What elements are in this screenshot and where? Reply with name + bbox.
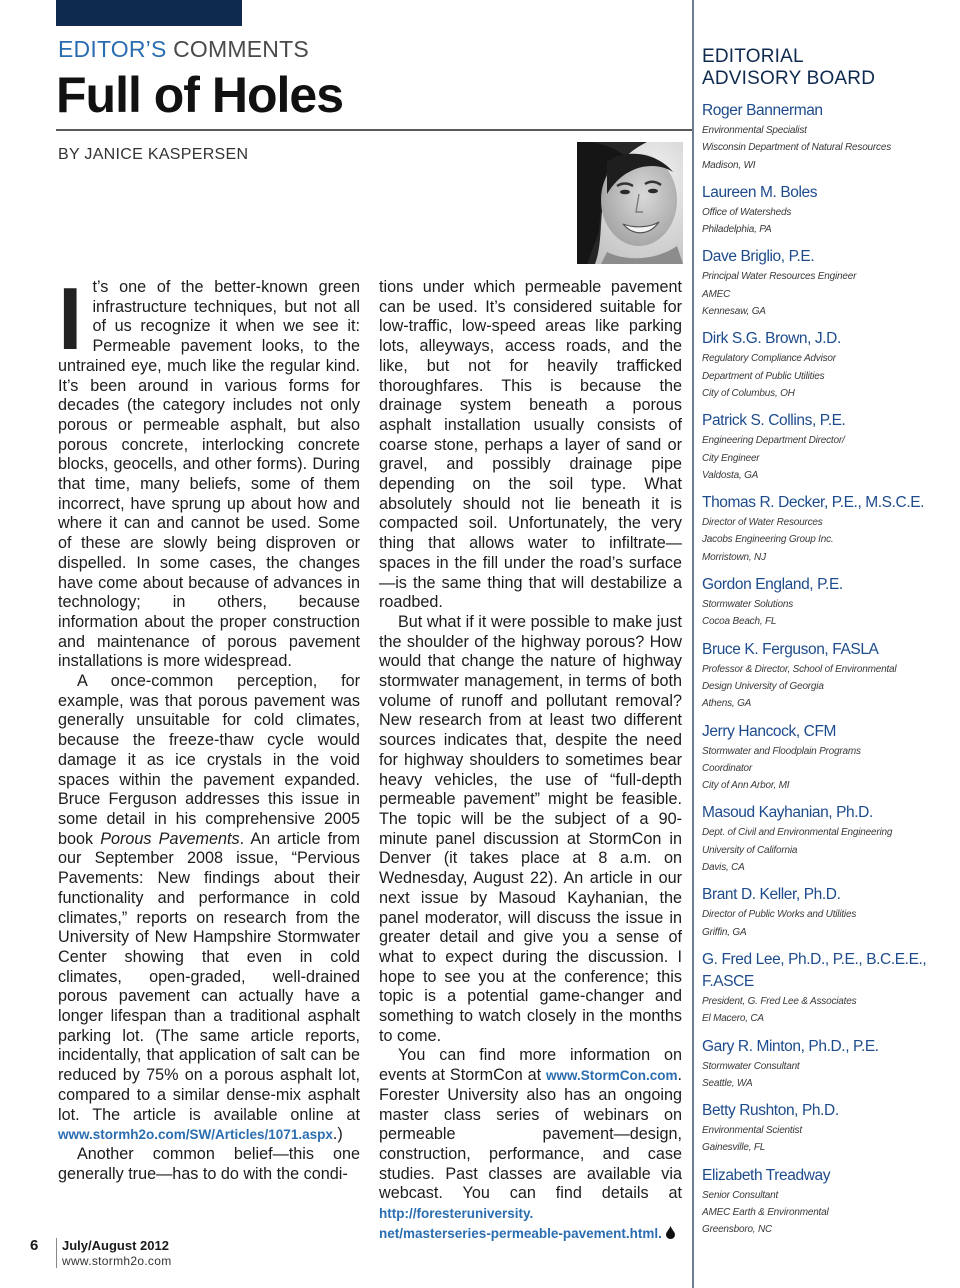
member-detail: Davis, CA bbox=[702, 862, 745, 874]
top-color-bar bbox=[56, 0, 242, 26]
paragraph-2-text-b: . An article from our September 2008 issue, “Pervious Pavements: New findings about their functionality and performance in cold climates,” reports on research from the University of New Hampshire Stormwater Center showing that even in cold climates, open-graded, well-drained porous pavement can actually have a longer lifespan than a traditional asphalt parking lot. (The same article reports, incidentally, that application of salt can be reduced by 75% on a porous asphalt lot, compared to a similar dense-mix asphalt lot. The article is available online at bbox=[58, 829, 360, 1124]
paragraph-2 bbox=[58, 672, 360, 1145]
member-detail: Design University of Georgia bbox=[702, 680, 824, 692]
advisory-board-heading bbox=[702, 46, 875, 90]
member-detail: Environmental Specialist bbox=[702, 125, 807, 136]
stormcon-link[interactable]: www.StormCon.com bbox=[545, 1068, 678, 1084]
drop-cap: I bbox=[58, 269, 83, 368]
member-detail: Director of Water Resources bbox=[702, 517, 823, 529]
member-detail: Jacobs Engineering Group Inc. bbox=[702, 534, 834, 546]
member-detail: City of Columbus, OH bbox=[702, 387, 795, 399]
member-detail: Madison, WI bbox=[702, 159, 756, 171]
paragraph-6-text-b: . Forester University also has an ongoing master class series of webinars on permeable pavement—design, construction, performance, and case studies. Past classes are available via webcast. You can find details at bbox=[379, 1066, 682, 1203]
board-member bbox=[702, 410, 952, 484]
board-member bbox=[702, 721, 952, 795]
member-detail: Senior Consultant bbox=[702, 1189, 779, 1201]
member-detail: President, G. Fred Lee & Associates bbox=[702, 995, 857, 1007]
forester-link-part-2-text[interactable]: net/masterseries-permeable-pavement.html bbox=[379, 1225, 659, 1241]
heading-line-2: ADVISORY BOARD bbox=[702, 68, 876, 89]
sidebar-divider bbox=[692, 0, 694, 1288]
link-period: . bbox=[658, 1225, 662, 1241]
board-member bbox=[702, 639, 952, 713]
byline: BY JANICE KASPERSEN bbox=[58, 146, 249, 163]
board-member bbox=[702, 100, 952, 174]
member-detail: City Engineer bbox=[702, 452, 760, 464]
member-detail: Valdosta, GA bbox=[702, 469, 759, 481]
board-member bbox=[702, 884, 952, 941]
board-member bbox=[702, 1100, 952, 1157]
member-name: Laureen M. Boles bbox=[702, 183, 818, 201]
member-detail: Environmental Scientist bbox=[702, 1125, 802, 1137]
member-detail: Regulatory Compliance Advisor bbox=[702, 353, 836, 365]
member-detail: Office of Watersheds bbox=[702, 206, 792, 218]
member-detail: Stormwater Solutions bbox=[702, 599, 794, 611]
member-detail: Department of Public Utilities bbox=[702, 370, 825, 382]
board-member bbox=[702, 328, 952, 402]
member-detail: AMEC bbox=[702, 288, 731, 300]
member-detail: Wisconsin Department of Natural Resources bbox=[702, 142, 892, 154]
member-detail: AMEC Earth & Environmental bbox=[702, 1206, 829, 1218]
member-detail: Kennesaw, GA bbox=[702, 306, 766, 318]
member-name: Brant D. Keller, Ph.D. bbox=[702, 886, 841, 904]
member-name: Bruce K. Ferguson, FASLA bbox=[702, 640, 879, 658]
paragraph-5: But what if it were possible to make just the shoulder of the highway porous? How would that change the nature of highway stormwater management, in terms of both volume of runoff and pollutant removal? New research from at least two different sources indicates that, despite the need for highway shoulders to sometimes bear heavy vehicles, the use of “full-depth permeable pavement” might be feasible. The topic will be the subject of a 90-minute panel discussion at StormCon in Denver (it takes place at 8 a.m. on Wednesday, August 22). An article in our next issue by Masoud Kayhanian, the panel moderator, will discuss the issue in greater detail and give you a sense of what to expect during the discussion. I hope to see you at the conference; this topic is a potential game-changer and something to watch closely in the months to come. bbox=[379, 612, 682, 1045]
forester-link-part-1[interactable]: http://foresteruniversity. bbox=[379, 1206, 534, 1222]
member-detail: Griffin, GA bbox=[702, 926, 747, 938]
member-name: Gary R. Minton, Ph.D., P.E. bbox=[702, 1037, 879, 1055]
website: www.stormh2o.com bbox=[62, 1254, 172, 1268]
member-name: Jerry Hancock, CFM bbox=[702, 722, 837, 740]
paragraph-6-text-a: You can find more information on events at StormCon at bbox=[379, 1046, 682, 1085]
paragraph-3: Another common belief—this one generally true—has to do with the condi- bbox=[58, 1144, 360, 1183]
member-name: Betty Rushton, Ph.D. bbox=[702, 1102, 839, 1120]
board-member bbox=[702, 246, 952, 320]
board-member bbox=[702, 182, 952, 239]
member-detail: University of California bbox=[702, 844, 798, 856]
advisory-board-list bbox=[702, 100, 952, 1247]
header-rule bbox=[56, 129, 692, 131]
page-number: 6 bbox=[30, 1237, 39, 1254]
heading-line-1: EDITORIAL bbox=[702, 46, 804, 67]
member-detail: Gainesville, FL bbox=[702, 1142, 766, 1154]
paragraph-4: tions under which permeable pavement can be used. It’s considered suitable for low-traffic, low-speed areas like parking lots, alleyways, access roads, and the like, but not for heavily trafficked thoroughfares. This is because the drainage system beneath a porous asphalt installation usually consists of coarse stone, perhaps a layer of sand or gravel, and possibly drainage pipe depending on the soil type. What absolutely should not lie beneath it is compacted soil. Unfortunately, the very thing that allows water to infiltrate—spaces in the fill under the road’s surface—is the same thing that will destabilize a roadbed. bbox=[379, 278, 682, 612]
member-detail: Greensboro, NC bbox=[702, 1224, 773, 1236]
article-link[interactable]: www.stormh2o.com/SW/Articles/1071.aspx bbox=[58, 1127, 333, 1143]
water-drop-icon bbox=[666, 1225, 675, 1245]
member-name: Patrick S. Collins, P.E. bbox=[702, 412, 846, 430]
paragraph-1 bbox=[58, 269, 360, 672]
member-name: Dirk S.G. Brown, J.D. bbox=[702, 330, 841, 348]
member-detail: Professor & Director, School of Environmental bbox=[702, 663, 897, 675]
member-detail: Philadelphia, PA bbox=[702, 224, 772, 236]
paragraph-2-text-a: A once-common perception, for example, was that porous pavement was generally unsuitable for cold climates, because the freeze-thaw cycle would damage it as ice crystals in the void spaces within the pavement expanded. Bruce Ferguson addresses this issue in some detail in his comprehensive 2005 book bbox=[58, 672, 360, 848]
member-name: Masoud Kayhanian, Ph.D. bbox=[702, 804, 873, 822]
member-detail: Stormwater Consultant bbox=[702, 1060, 800, 1072]
member-detail: City of Ann Arbor, MI bbox=[702, 780, 790, 792]
kicker-accent: EDITOR’S bbox=[58, 36, 167, 62]
forester-link-part-2[interactable] bbox=[379, 1224, 682, 1245]
member-detail: Coordinator bbox=[702, 762, 753, 774]
paragraph-1-text: t’s one of the better-known green infrastructure techniques, but not all of us recognize it when we see it: Permeable pavement looks, to the untrained eye, much like the regular kind. It’s been around in various forms for decades (the category includes not only porous or permeable asphalt, but also porous concrete, interlocking concrete blocks, geocells, and other forms). During that time, many beliefs, some of them incorrect, have sprung up about how and where it can and cannot be used. Some of these are slowly being disproven or dispelled. In some cases, the changes have come about because of advances in technology; in others, because information about the proper construction and maintenance of porous pavement installations is more widespread. bbox=[58, 278, 360, 671]
footer-rule bbox=[56, 1238, 57, 1268]
board-member bbox=[702, 949, 952, 1028]
author-photo-image bbox=[577, 142, 683, 264]
member-name: Elizabeth Treadway bbox=[702, 1166, 831, 1184]
member-name: Roger Bannerman bbox=[702, 102, 823, 119]
board-member bbox=[702, 574, 952, 631]
section-kicker bbox=[58, 36, 309, 63]
article-column-1 bbox=[58, 269, 360, 1184]
member-detail: Athens, GA bbox=[702, 698, 752, 710]
paragraph-6 bbox=[379, 1046, 682, 1244]
member-detail: Seattle, WA bbox=[702, 1077, 753, 1089]
member-detail: Director of Public Works and Utilities bbox=[702, 909, 857, 921]
board-member bbox=[702, 1165, 952, 1239]
member-detail: Cocoa Beach, FL bbox=[702, 616, 777, 628]
issue-date: July/August 2012 bbox=[62, 1238, 169, 1253]
book-title: Porous Pavements bbox=[100, 829, 240, 848]
article-column-2 bbox=[379, 278, 682, 1244]
member-name: G. Fred Lee, Ph.D., P.E., B.C.E.E., F.ASCE bbox=[702, 950, 927, 990]
paragraph-2-text-c: .) bbox=[332, 1125, 343, 1144]
kicker-rest: COMMENTS bbox=[173, 36, 309, 62]
member-detail: Stormwater and Floodplain Programs bbox=[702, 745, 861, 757]
member-detail: El Macero, CA bbox=[702, 1013, 764, 1025]
member-detail: Morristown, NJ bbox=[702, 551, 766, 563]
member-detail: Dept. of Civil and Environmental Engineering bbox=[702, 827, 893, 839]
board-member bbox=[702, 1036, 952, 1093]
board-member bbox=[702, 802, 952, 876]
author-photo bbox=[577, 142, 683, 264]
member-name: Gordon England, P.E. bbox=[702, 576, 843, 594]
page-title: Full of Holes bbox=[56, 67, 343, 123]
board-member bbox=[702, 492, 952, 566]
member-name: Dave Briglio, P.E. bbox=[702, 248, 815, 266]
member-name: Thomas R. Decker, P.E., M.S.C.E. bbox=[702, 494, 925, 512]
member-detail: Engineering Department Director/ bbox=[702, 435, 845, 447]
member-detail: Principal Water Resources Engineer bbox=[702, 271, 857, 283]
